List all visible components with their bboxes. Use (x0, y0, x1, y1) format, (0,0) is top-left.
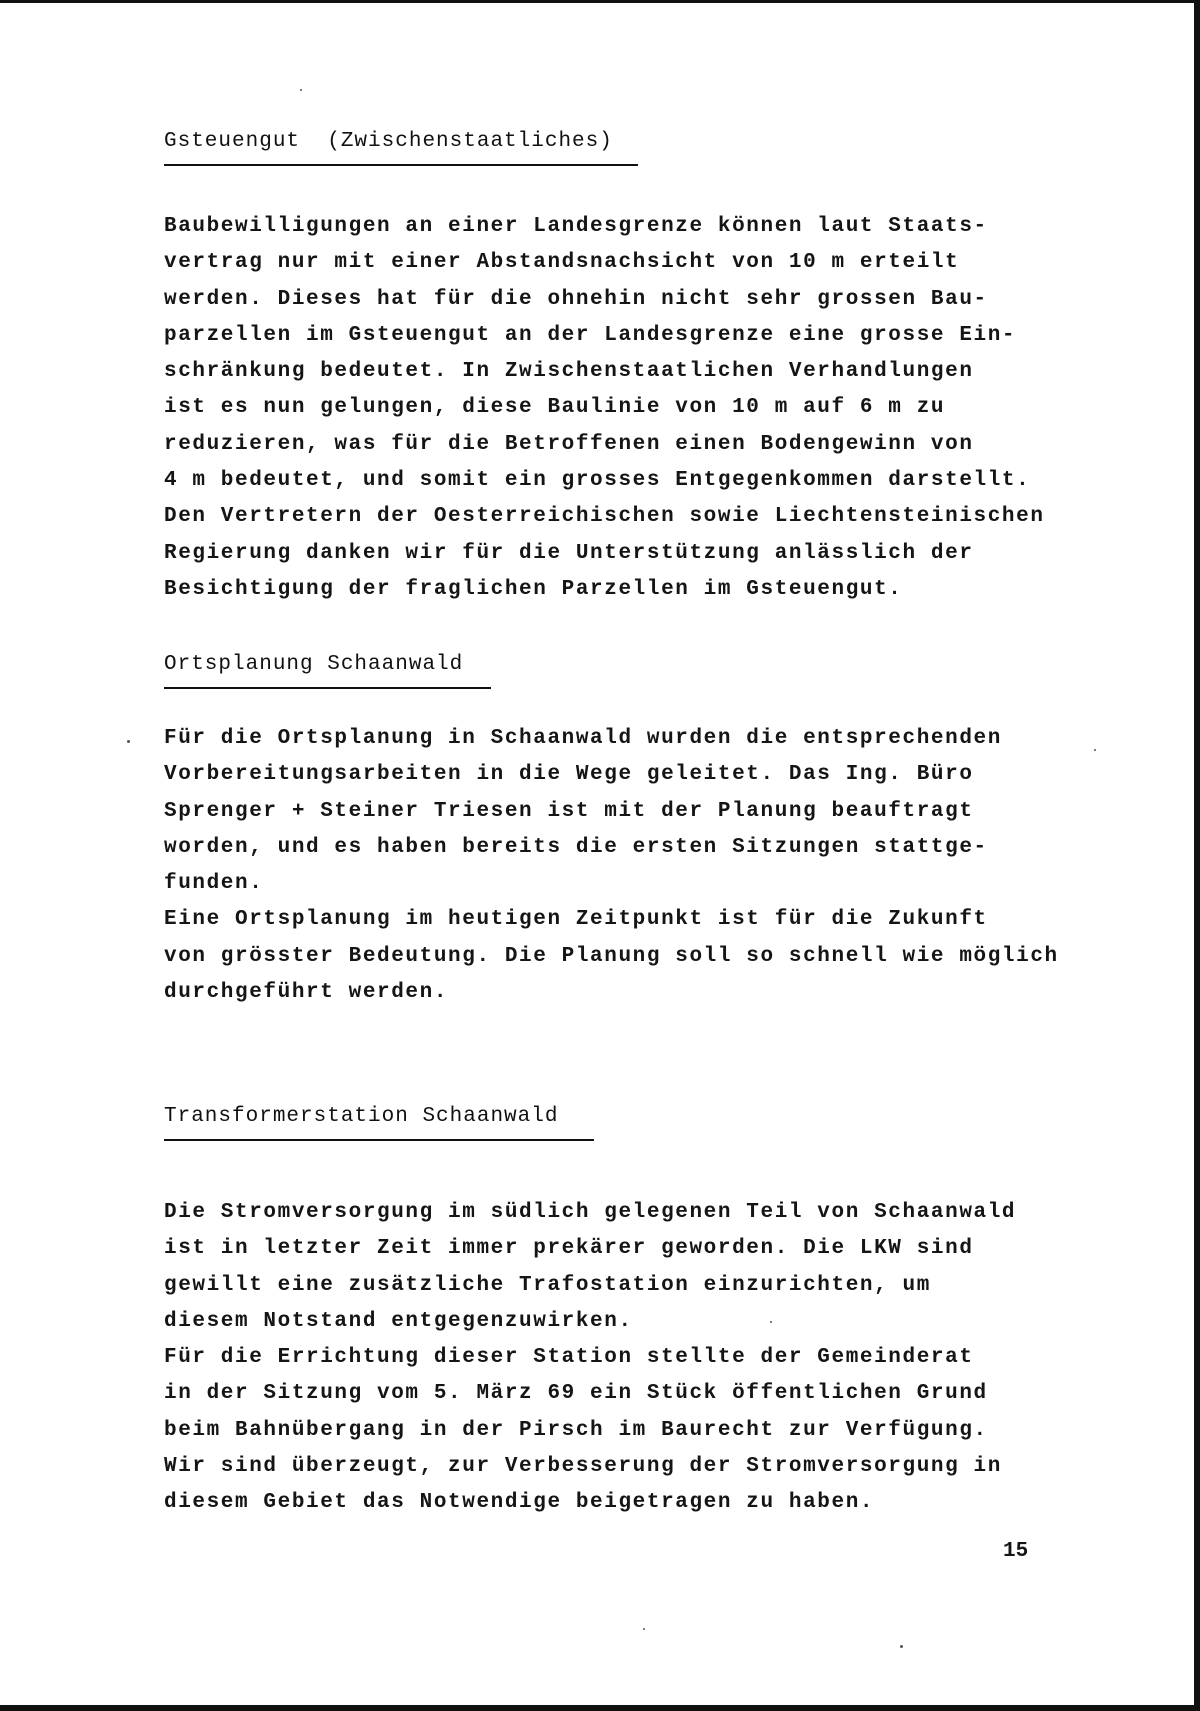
paragraph-line: Besichtigung der fraglichen Parzellen im Gsteuengut. (164, 577, 903, 601)
paragraph-line: worden, und es haben bereits die ersten Sitzungen stattge- (164, 835, 988, 859)
heading-underline (164, 687, 491, 689)
paragraph-line: durchgeführt werden. (164, 981, 449, 1005)
paragraph-line: Eine Ortsplanung im heutigen Zeitpunkt ist für die Zukunft (164, 908, 988, 932)
scan-speck (770, 1321, 772, 1323)
paragraph-line: 4 m bedeutet, und somit ein grosses Entgegenkommen darstellt. (164, 469, 1031, 493)
paragraph-line: ist es nun gelungen, diese Baulinie von 10 m auf 6 m zu (164, 396, 946, 420)
paragraph-line: Sprenger + Steiner Triesen ist mit der Planung beauftragt (164, 799, 974, 823)
paragraph-line: gewillt eine zusätzliche Trafostation einzurichten, um (164, 1273, 931, 1297)
paragraph-line: parzellen im Gsteuengut an der Landesgrenze eine grosse Ein- (164, 323, 1017, 347)
section-ortsplanung (164, 651, 1124, 689)
scan-speck (1094, 749, 1096, 751)
paragraph-line: werden. Dieses hat für die ohnehin nicht sehr grossen Bau- (164, 287, 988, 311)
paragraph-line: von grösster Bedeutung. Die Planung soll so schnell wie möglich (164, 944, 1059, 968)
heading-underline (164, 164, 638, 166)
section-heading: Ortsplanung Schaanwald (164, 653, 464, 676)
paragraph-line: diesem Gebiet das Notwendige beigetragen zu haben. (164, 1491, 875, 1515)
section-heading: Transformerstation Schaanwald (164, 1105, 559, 1128)
paragraph-line: schränkung bedeutet. In Zwischenstaatlichen Verhandlungen (164, 360, 974, 384)
scan-speck (643, 1628, 645, 1630)
section-ortsplanung-body (164, 721, 1124, 1011)
scan-speck (127, 740, 130, 743)
paragraph-line: funden. (164, 872, 264, 896)
section-transformerstation-body (164, 1195, 1124, 1522)
paragraph-line: Für die Errichtung dieser Station stellte der Gemeinderat (164, 1346, 974, 1370)
scan-speck (300, 89, 302, 91)
paragraph-line: ist in letzter Zeit immer prekärer geworden. Die LKW sind (164, 1237, 974, 1261)
page-number: 15 (1003, 1540, 1029, 1563)
paragraph-line: Wir sind überzeugt, zur Verbesserung der Stromversorgung in (164, 1455, 1002, 1479)
paragraph-line: Die Stromversorgung im südlich gelegenen Teil von Schaanwald (164, 1201, 1017, 1224)
section-heading: Gsteuengut (Zwischenstaatliches) (164, 130, 613, 153)
paragraph-line: Den Vertretern der Oesterreichischen sowie Liechtensteinischen (164, 505, 1045, 529)
section-gsteuengut (164, 128, 1124, 166)
paragraph-line: reduzieren, was für die Betroffenen einen Bodengewinn von (164, 432, 974, 456)
paragraph-line: diesem Notstand entgegenzuwirken. (164, 1309, 633, 1333)
section-gsteuengut-body (164, 209, 1124, 608)
section-transformerstation (164, 1103, 1124, 1141)
paragraph-line: Baubewilligungen an einer Landesgrenze können laut Staats- (164, 215, 988, 238)
paragraph-line: in der Sitzung vom 5. März 69 ein Stück öffentlichen Grund (164, 1382, 988, 1406)
paragraph-line: beim Bahnübergang in der Pirsch im Baurecht zur Verfügung. (164, 1418, 988, 1442)
paragraph-line: Regierung danken wir für die Unterstützung anlässlich der (164, 541, 974, 565)
paragraph-line: Für die Ortsplanung in Schaanwald wurden die entsprechenden (164, 727, 1002, 750)
paragraph-line: vertrag nur mit einer Abstandsnachsicht von 10 m erteilt (164, 251, 960, 275)
paragraph-line: Vorbereitungsarbeiten in die Wege geleitet. Das Ing. Büro (164, 763, 974, 787)
heading-underline (164, 1139, 594, 1141)
scan-speck (900, 1645, 903, 1648)
